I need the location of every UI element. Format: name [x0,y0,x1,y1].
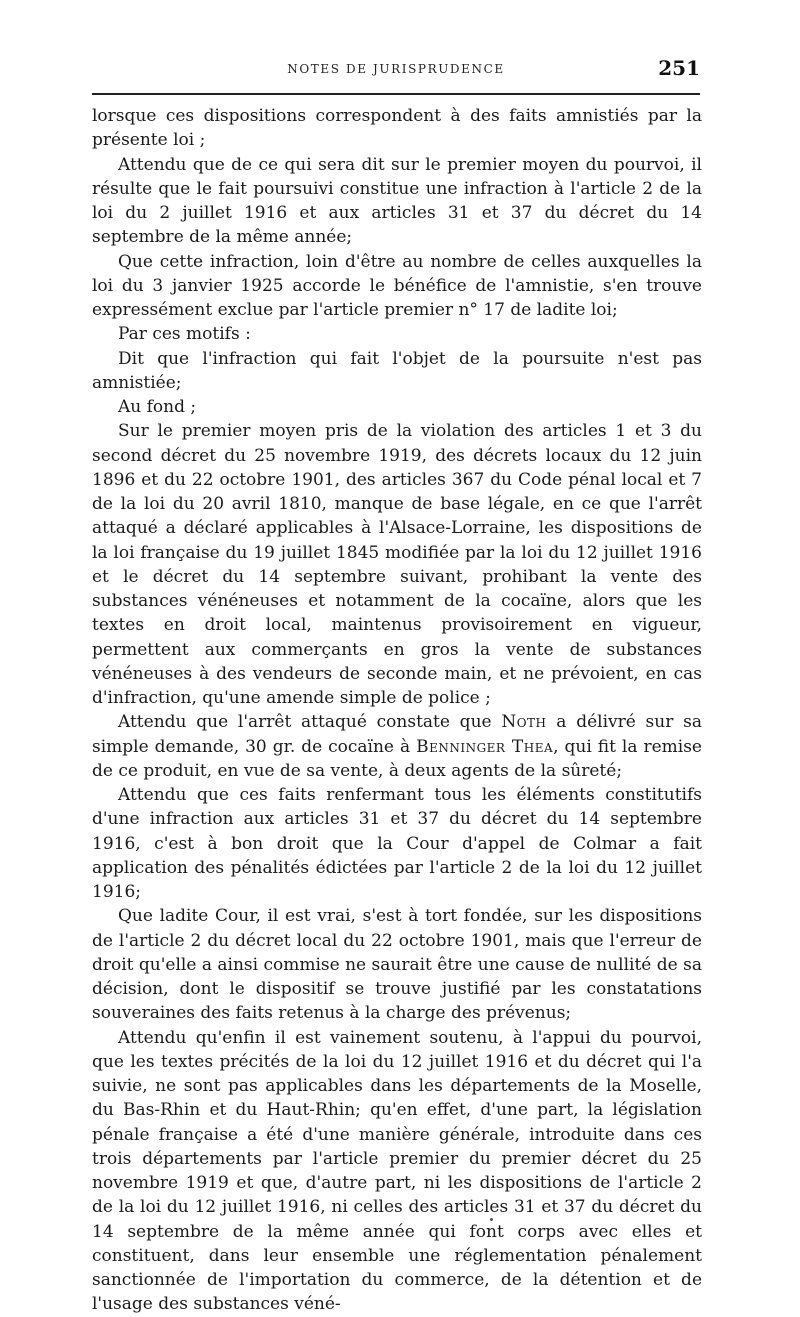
paragraph-au-fond: Au fond ; [118,397,197,417]
paragraph-premier-moyen: Sur le premier moyen pris de la violation des articles 1 et 3 du second décret du 25 novembre 1919, des décrets locaux du 12 juin 1896 et du 22 octobre 1901, des articles 367 du Code pénal local et 7 de la loi du 20 avril 1810, manque de base légale, en ce que l'arrêt attaqué a déclaré applicables à l'Alsace-Lorraine, les dispositions de la loi française du 19 juillet 1845 modifiée par la loi du 12 juillet 1916 et le décret du 14 septembre suivant, prohibant la vente des substances vénéneuses et notamment de la cocaïne, alors que les textes en droit local, maintenus provisoirement en vigueur, permettent aux commerçants en gros la vente de substances vénéneuses à des vendeurs de seconde main, et ne prévoient, en cas d'infraction, qu'une amende simple de police ; [92,421,702,708]
party-name-noth: Noth [501,712,547,733]
running-header [92,56,700,86]
paragraph-infraction-amnistie: Que cette infraction, loin d'être au nombre de celles auxquelles la loi du 3 janvier 1925 accorde le bénéfice de l'amnistie, s'en trouve expressément exclue par l'article premier n° 17 de ladite loi; [92,251,702,320]
paragraph-par-ces-motifs: Par ces motifs : [118,324,251,345]
paragraph-attendu-premier-moyen: Attendu que de ce qui sera dit sur le premier moyen du pourvoi, il résulte que le fait poursuivi constitue une infraction à l'article 2 de la loi du 2 juillet 1916 et aux articles 31 et 37 du décret du 14 septembre de la même année; [92,154,702,248]
header-rule [92,93,700,95]
body-text [92,104,702,1317]
paragraph-attendu-enfin: Attendu qu'enfin il est vainement soutenu, à l'appui du pourvoi, que les textes précités de la loi du 12 juillet 1916 et du décret qui l'a suivie, ne sont pas applicables dans les départements de la Moselle, du Bas-Rhin et du Haut-Rhin; qu'en effet, d'une part, la législation pénale française a été d'une manière générale, introduite dans ces trois départements par l'article premier du premier décret du 25 novembre 1919 et que, d'autre part, ni les dispositions de l'article 2 de la loi du 12 juillet 1916, ni celles des articles 31 et 37 du décret du 14 septembre de la même année qui font corps avec elles et constituent, dans leur ensemble une réglementation pénalement sanctionnée de l'importation du commerce, de la détention et de l'usage des substances véné- [92,1027,702,1315]
paragraph-continuation: lorsque ces dispositions correspondent à des faits amnistiés par la présente loi ; [92,106,702,151]
paragraph-arret-attaque [92,710,702,783]
party-name-benninger: Benninger Thea [416,736,554,757]
text-segment: a délivré sur sa simple demande, 30 gr. de cocaïne à [92,712,702,757]
paragraph-dit-que: Dit que l'infraction qui fait l'objet de la poursuite n'est pas amnistiée; [92,348,702,393]
paragraph-ladite-cour: Que ladite Cour, il est vrai, s'est à tort fondée, sur les dispositions de l'article 2 du décret local du 22 octobre 1901, mais que l'erreur de droit qu'elle a ainsi commise ne saurait être une cause de nullité de sa décision, dont le dispositif se trouve justifié par les constatations souveraines des faits retenus à la charge des prévenus; [92,906,702,1024]
running-title: NOTES DE JURISPRUDENCE [287,62,505,76]
paragraph-elements-constitutifs: Attendu que ces faits renfermant tous les éléments constitutifs d'une infraction aux articles 31 et 37 du décret du 14 septembre 1916, c'est à bon droit que la Cour d'appel de Colmar a fait application des pénalités édictées par l'article 2 de la loi du 12 juillet 1916; [92,785,702,902]
text-segment: , qui fit la remise de ce produit, en vue de sa vente, à deux agents de la sûreté; [92,736,702,781]
print-speck [490,1218,493,1221]
page-number: 251 [658,56,700,80]
text-segment: Attendu que l'arrêt attaqué constate que [118,712,502,733]
